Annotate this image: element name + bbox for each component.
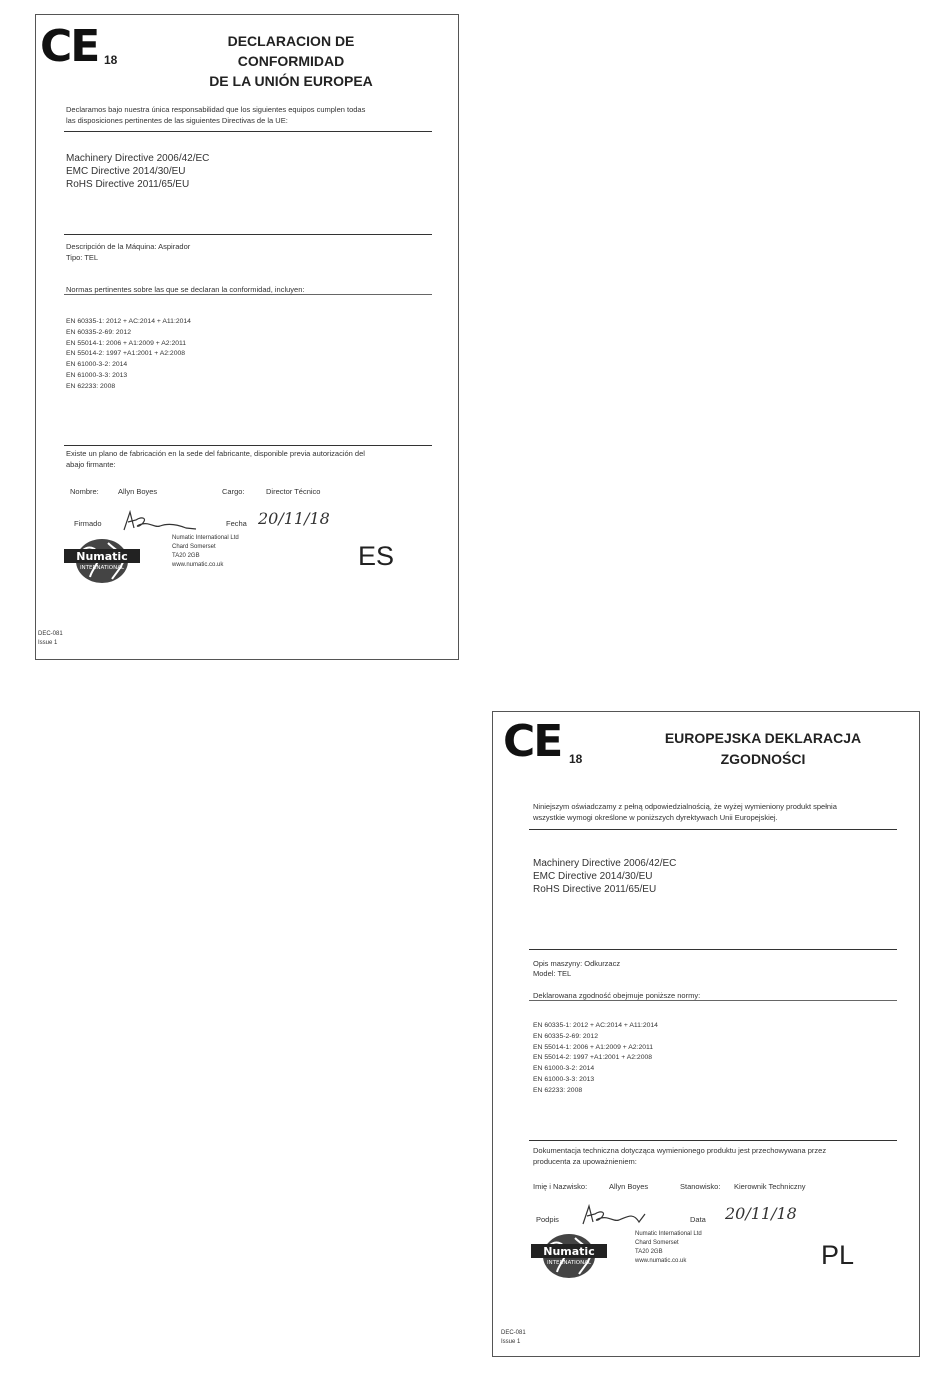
date-value: 20/11/18 [725, 1204, 797, 1223]
standards-heading: Normas pertinentes sobre las que se declaran la conformidad, incluyen: [66, 285, 305, 294]
name-label: Nombre: [70, 487, 99, 496]
tech-file-text: Dokumentacja techniczna dotycząca wymienionego produktu jest przechowywana przez producenta za upoważnieniem: [533, 1146, 827, 1166]
svg-text:Numatic: Numatic [543, 1245, 595, 1258]
svg-text:INTERNATIONAL: INTERNATIONAL [546, 1260, 592, 1266]
ce-number: 18 [569, 752, 583, 766]
date-label: Fecha [226, 519, 247, 528]
name-value: Allyn Boyes [118, 487, 158, 496]
ce-number: 18 [104, 53, 118, 67]
ce-mark: CE [40, 21, 99, 72]
numatic-logo [62, 533, 142, 585]
declaration-page-pl [492, 711, 920, 1357]
page-title: DECLARACION DE CONFORMIDAD DE LA UNIÓN EUROPEA [209, 33, 373, 89]
standards-heading: Deklarowana zgodność obejmuje poniższe normy: [533, 991, 701, 1000]
machine-description: Descripción de la Máquina: Aspirador [66, 242, 191, 251]
svg-text:INTERNATIONAL: INTERNATIONAL [79, 565, 125, 571]
directives-list: Machinery Directive 2006/42/EC EMC Directive 2014/30/EU RoHS Directive 2011/65/EU [533, 858, 677, 895]
divider [529, 829, 897, 830]
page-title: EUROPEJSKA DEKLARACJA ZGODNOŚCI [664, 730, 862, 767]
name-label: Imię i Nazwisko: [533, 1182, 588, 1191]
divider [529, 1000, 897, 1001]
standards-list: EN 60335-1: 2012 + AC:2014 + A11:2014 EN 60335-2-69: 2012 EN 55014-1: 2006 + A1:2009 + A2:2011 EN 55014-2: 1997 +A1:2001 + A2:2008 EN 61000-3-2: 2014 EN 61000-3-3: 2013 EN 62233: 2008 [533, 1022, 658, 1094]
numatic-logo [529, 1228, 609, 1280]
ce-mark: CE [503, 716, 562, 767]
svg-text:Numatic: Numatic [76, 550, 128, 563]
divider [64, 234, 432, 235]
company-address: Numatic International Ltd Chard Somerset TA20 2GB www.numatic.co.uk [635, 1231, 702, 1264]
signed-label: Firmado [74, 519, 102, 528]
document-reference: DEC-081 Issue 1 [38, 631, 63, 646]
name-value: Allyn Boyes [609, 1182, 649, 1191]
company-address: Numatic International Ltd Chard Somerset TA20 2GB www.numatic.co.uk [172, 535, 239, 568]
position-value: Kierownik Techniczny [734, 1182, 806, 1191]
tech-file-text: Existe un plano de fabricación en la sede del fabricante, disponible previa autorización del abajo firmante: [66, 449, 365, 469]
machine-description: Opis maszyny: Odkurzacz [533, 959, 621, 968]
divider [64, 445, 432, 446]
signed-label: Podpis [536, 1215, 559, 1224]
divider [64, 131, 432, 132]
signature [579, 1202, 659, 1228]
directives-list: Machinery Directive 2006/42/EC EMC Directive 2014/30/EU RoHS Directive 2011/65/EU [66, 153, 210, 190]
divider [529, 949, 897, 950]
date-value: 20/11/18 [258, 509, 330, 528]
language-code: ES [358, 541, 395, 571]
position-label: Stanowisko: [680, 1182, 721, 1191]
divider [529, 1140, 897, 1141]
intro-text: Declaramos bajo nuestra única responsabilidad que los siguientes equipos cumplen todas las disposiciones pertinentes de las siguientes Directivas de la UE: [66, 105, 366, 125]
signature [120, 508, 200, 534]
position-value: Director Técnico [266, 487, 321, 496]
date-label: Data [690, 1215, 706, 1224]
standards-list: EN 60335-1: 2012 + AC:2014 + A11:2014 EN 60335-2-69: 2012 EN 55014-1: 2006 + A1:2009 + A2:2011 EN 55014-2: 1997 +A1:2001 + A2:2008 EN 61000-3-2: 2014 EN 61000-3-3: 2013 EN 62233: 2008 [66, 318, 191, 390]
intro-text: Niniejszym oświadczamy z pełną odpowiedzialnością, że wyżej wymieniony produkt spełnia wszystkie wymogi określone w poniższych dyrektywach Unii Europejskiej. [533, 802, 837, 822]
language-code: PL [821, 1240, 855, 1270]
machine-type: Tipo: TEL [66, 253, 99, 262]
machine-type: Model: TEL [533, 969, 572, 978]
declaration-page-es [35, 14, 459, 660]
document-reference: DEC-081 Issue 1 [501, 1330, 526, 1345]
position-label: Cargo: [222, 487, 245, 496]
divider [64, 294, 432, 295]
